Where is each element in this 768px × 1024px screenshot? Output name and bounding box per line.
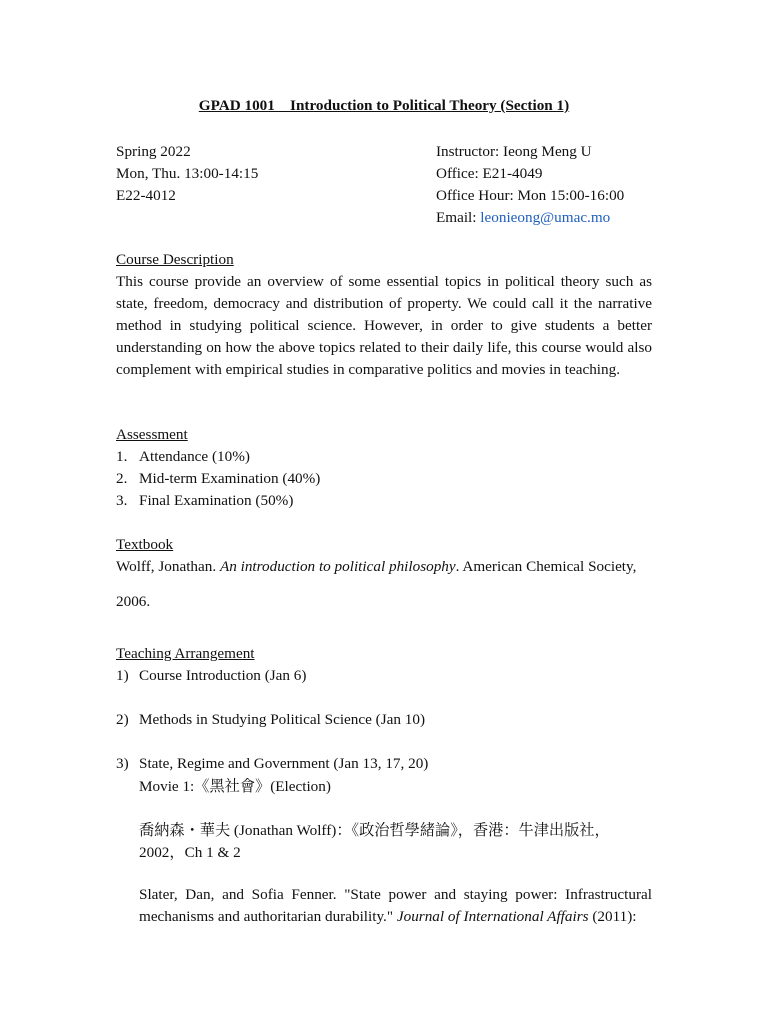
course-title: GPAD 1001 Introduction to Political Theory (Section 1) xyxy=(198,97,570,114)
reading-slater-fenner: Slater, Dan, and Sofia Fenner. "State power and staying power: Infrastructural mechanisms and authoritarian durability." Journal of International Affairs (2011): xyxy=(139,886,652,925)
office-hour: Office Hour: Mon 15:00-16:00 xyxy=(436,187,625,204)
email-label: Email: xyxy=(436,209,481,226)
list-item: 3. Final Examination (50%) xyxy=(116,492,294,509)
term: Spring 2022 xyxy=(116,143,191,160)
list-item: 2. Mid-term Examination (40%) xyxy=(116,470,321,487)
teaching-item-3 xyxy=(116,753,428,775)
list-item: 3) State, Regime and Government (Jan 13, 17, 20) xyxy=(116,755,429,772)
journal-title: Journal of International Affairs xyxy=(396,908,589,925)
schedule: Mon, Thu. 13:00-14:15 xyxy=(116,165,259,182)
course-description-text: This course provide an overview of some essential topics in political theory such as state, freedom, democracy and distribution of property. We could call it the narrative method in studying political science. However, in order to give students a better understanding on how the above topics related to their daily life, this course would also complement with empirical studies in comparative politics and movies in teaching. xyxy=(116,273,652,378)
office: Office: E21-4049 xyxy=(436,165,543,182)
reading-chinese: 喬納森・華夫 (Jonathan Wolff)：《政治哲學緒論》，香港：牛津出版社， 2002，Ch 1 & 2 xyxy=(139,822,610,861)
course-info-left xyxy=(116,141,258,207)
textbook-year: 2006. xyxy=(116,593,151,610)
textbook-citation: Wolff, Jonathan. An introduction to political philosophy. American Chemical Society, xyxy=(116,558,637,575)
assessment-list xyxy=(116,446,320,512)
textbook-heading: Textbook xyxy=(116,536,174,553)
instructor: Instructor: Ieong Meng U xyxy=(436,143,592,160)
email-line xyxy=(436,207,624,229)
course-description-heading: Course Description xyxy=(116,251,234,268)
list-item: 1) Course Introduction (Jan 6) xyxy=(116,667,307,684)
teaching-arrangement-heading: Teaching Arrangement xyxy=(116,645,255,662)
textbook-title: An introduction to political philosophy xyxy=(219,558,456,575)
course-info-right xyxy=(436,141,624,229)
teaching-item-2 xyxy=(116,709,425,731)
email-link[interactable]: leonieong@umac.mo xyxy=(480,209,611,226)
teaching-item-1 xyxy=(116,665,306,687)
movie-line: Movie 1:《黑社會》(Election) xyxy=(139,778,331,795)
list-item: 2) Methods in Studying Political Science (Jan 10) xyxy=(116,711,425,728)
list-item: 1. Attendance (10%) xyxy=(116,448,250,465)
assessment-heading: Assessment xyxy=(116,426,188,443)
classroom: E22-4012 xyxy=(116,187,176,204)
